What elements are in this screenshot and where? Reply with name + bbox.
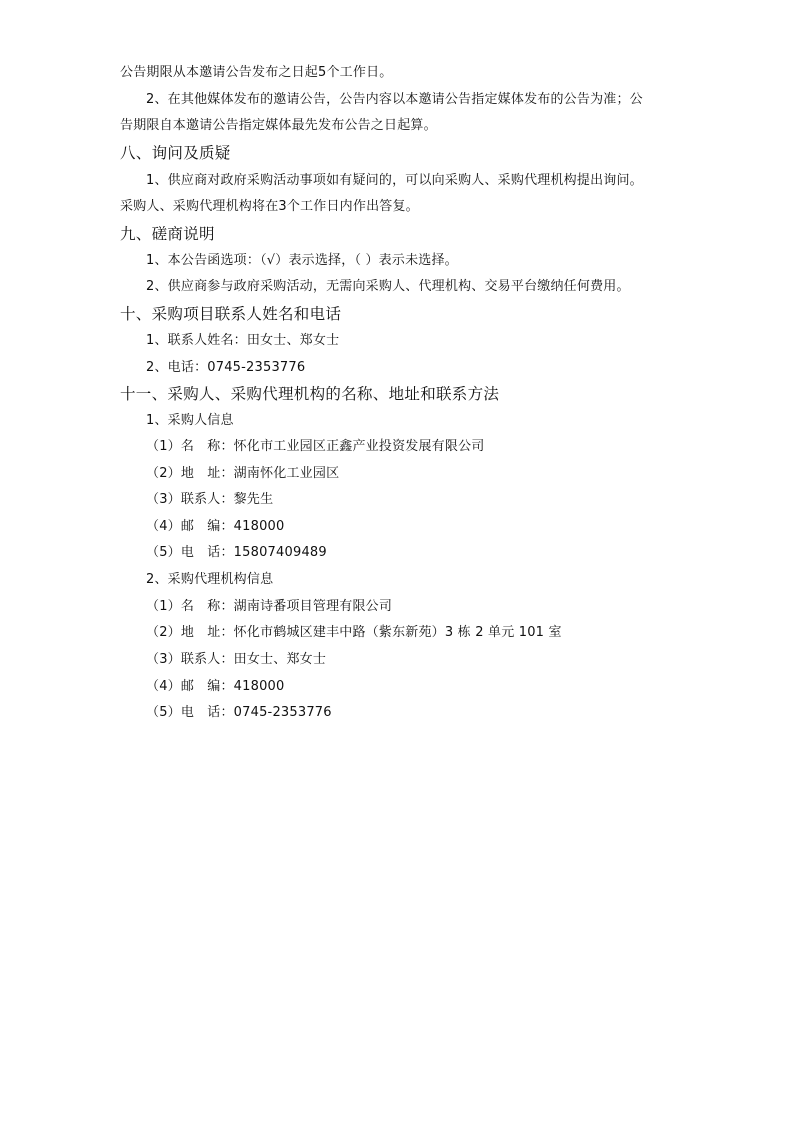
purchaser-postcode: （4）邮 编：418000 [146, 519, 285, 534]
inquiry-text-line1: 1、供应商对政府采购活动事项如有疑问的，可以向采购人、采购代理机构提出询问。 [146, 173, 643, 188]
other-media-text-line1: 2、在其他媒体发布的邀请公告，公告内容以本邀请公告指定媒体发布的公告为准；公 [146, 92, 643, 107]
contact-names-text: 1、联系人姓名：田女士、郑女士 [146, 333, 340, 348]
agency-address: （2）地 址：怀化市鹤城区建丰中路（紫东新苑）3 栋 2 单元 101 室 [146, 625, 562, 640]
purchaser-name: （1）名 称：怀化市工业园区正鑫产业投资发展有限公司 [146, 439, 485, 454]
agency-postcode: （4）邮 编：418000 [146, 679, 285, 694]
agency-contact: （3）联系人：田女士、郑女士 [146, 652, 327, 667]
section-10-heading: 十、采购项目联系人姓名和电话 [120, 305, 342, 323]
option-note-text: 1、本公告函选项：（√）表示选择，（ ）表示未选择。 [146, 253, 458, 268]
purchaser-address: （2）地 址：湖南怀化工业园区 [146, 466, 340, 481]
agency-info-title: 2、采购代理机构信息 [146, 572, 274, 587]
purchaser-phone: （5）电 话：15807409489 [146, 545, 327, 560]
inquiry-text-line2: 采购人、采购代理机构将在3个工作日内作出答复。 [120, 199, 419, 214]
contact-phone-text: 2、电话：0745-2353776 [146, 360, 306, 375]
agency-phone: （5）电 话：0745-2353776 [146, 705, 332, 720]
purchaser-contact: （3）联系人：黎先生 [146, 492, 274, 507]
no-fee-text: 2、供应商参与政府采购活动，无需向采购人、代理机构、交易平台缴纳任何费用。 [146, 279, 630, 294]
section-11-heading: 十一、采购人、采购代理机构的名称、地址和联系方法 [120, 385, 500, 403]
other-media-text-line2: 告期限自本邀请公告指定媒体最先发布公告之日起算。 [120, 118, 437, 133]
section-9-heading: 九、磋商说明 [120, 225, 215, 243]
agency-name: （1）名 称：湖南诗番项目管理有限公司 [146, 599, 393, 614]
section-8-heading: 八、询问及质疑 [120, 144, 231, 162]
purchaser-info-title: 1、采购人信息 [146, 413, 234, 428]
notice-period-text: 公告期限从本邀请公告发布之日起5个工作日。 [120, 65, 393, 80]
